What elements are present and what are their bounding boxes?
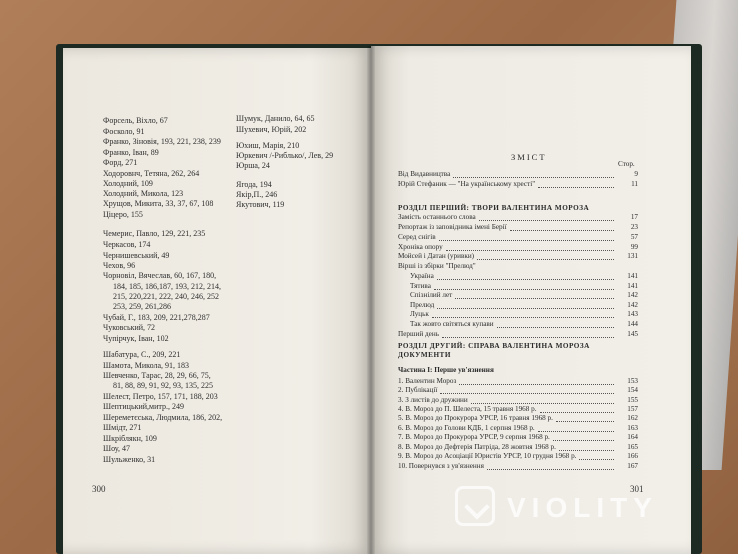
toc-leader bbox=[434, 289, 614, 290]
toc-entry-label: Хроніка опору bbox=[398, 243, 443, 251]
toc-entry bbox=[398, 262, 476, 270]
toc-entry bbox=[410, 272, 434, 280]
toc-entry bbox=[398, 204, 589, 212]
index-entry: Форсель, Віхло, 67 bbox=[103, 116, 168, 125]
index-entry: Черкасов, 174 bbox=[103, 240, 151, 249]
index-entry: Юркевич /-Риблько/, Лев, 29 bbox=[236, 151, 334, 160]
index-entry: Шелест, Петро, 157, 171, 188, 203 bbox=[103, 392, 218, 401]
toc-entry-label: РОЗДІЛ ДРУГИЙ: СПРАВА ВАЛЕНТИНА МОРОЗА bbox=[398, 342, 590, 350]
toc-leader bbox=[556, 421, 614, 422]
toc-leader bbox=[439, 240, 614, 241]
index-entry: 184, 185, 186,187, 193, 212, 214, bbox=[113, 282, 221, 291]
toc-entry-label: 8. В. Мороз до Дефтерія Патріда, 28 жовтня 1968 р. bbox=[398, 443, 556, 451]
toc-entry-label: Прелюд bbox=[410, 301, 435, 309]
violity-logo-icon bbox=[455, 486, 495, 526]
toc-entry-label: 1. Валентин Мороз bbox=[398, 377, 457, 385]
toc-entry bbox=[410, 301, 434, 309]
index-entry: Шабатура, С., 209, 221 bbox=[103, 350, 181, 359]
index-entry: Франко, Зіновія, 193, 221, 238, 239 bbox=[103, 137, 221, 146]
toc-entry bbox=[398, 213, 476, 221]
toc-page-number: 143 bbox=[627, 310, 638, 318]
toc-page-number: 162 bbox=[627, 414, 638, 422]
index-entry: Чорновіл, Вячеслав, 60, 167, 180, bbox=[103, 271, 217, 280]
toc-leader bbox=[437, 279, 614, 280]
index-entry: Ходоровнч, Тетяна, 262, 264 bbox=[103, 169, 200, 178]
toc-entry-label: Тятива bbox=[410, 282, 431, 290]
index-entry: Шульженко, 31 bbox=[103, 455, 156, 464]
index-entry: Шамота, Микола, 91, 183 bbox=[103, 361, 190, 370]
index-entry: Франко, Іван, 89 bbox=[103, 148, 159, 157]
toc-page-number: 17 bbox=[630, 213, 638, 221]
toc-entry-label: 9. В. Мороз до Асоціації Юристів УРСР, 10 грудня 1968 р. bbox=[398, 452, 577, 460]
toc-entry-label: РОЗДІЛ ПЕРШИЙ: ТВОРИ ВАЛЕНТИНА МОРОЗА bbox=[398, 204, 590, 212]
index-entry: Чехов, 96 bbox=[103, 261, 136, 270]
toc-leader bbox=[538, 187, 614, 188]
toc-page-number: 153 bbox=[627, 377, 638, 385]
toc-entry-label: Репортаж із заповідника імені Берії bbox=[398, 223, 507, 231]
watermark-text: VIOLITY bbox=[507, 492, 658, 523]
toc-entry bbox=[398, 396, 468, 404]
index-entry: Холодний, Микола, 123 bbox=[103, 189, 184, 198]
toc-entry bbox=[398, 170, 450, 178]
toc-entry bbox=[398, 252, 474, 260]
toc-leader bbox=[440, 393, 614, 394]
toc-entry-label: Луцьк bbox=[410, 310, 429, 318]
index-entry: Шмідт, 271 bbox=[103, 423, 142, 432]
toc-entry-label: 7. В. Мороз до Прокурора УРСР, 9 серпня 1968 р. bbox=[398, 433, 550, 441]
toc-page-number: 11 bbox=[631, 180, 638, 188]
toc-entry bbox=[398, 223, 507, 231]
index-entry: Якір,П., 246 bbox=[236, 190, 278, 199]
toc-entry bbox=[398, 180, 535, 188]
toc-entry-label: Мойсей і Датан (уривки) bbox=[398, 252, 475, 260]
toc-entry-label: Частина I: Перше ув'язнення bbox=[398, 366, 494, 374]
toc-leader bbox=[540, 412, 614, 413]
toc-page-number: 141 bbox=[627, 272, 638, 280]
toc-leader bbox=[446, 250, 614, 251]
index-entry: Хрущов, Микита, 33, 37, 67, 108 bbox=[103, 199, 214, 208]
index-entry: Юхиш, Марія, 210 bbox=[236, 141, 300, 150]
toc-page-number: 141 bbox=[627, 282, 638, 290]
toc-page-number: 9 bbox=[634, 170, 638, 178]
toc-leader bbox=[487, 469, 614, 470]
toc-page-number: 154 bbox=[627, 386, 638, 394]
toc-entry bbox=[410, 320, 494, 328]
toc-entry bbox=[398, 443, 556, 451]
toc-entry-label: Замість останнього слова bbox=[398, 213, 476, 221]
toc-leader bbox=[479, 220, 614, 221]
index-entry: Шумук, Данило, 64, 65 bbox=[236, 114, 315, 123]
toc-entry bbox=[398, 233, 436, 241]
toc-page-number: 144 bbox=[627, 320, 638, 328]
index-entry: Форд, 271 bbox=[103, 158, 138, 167]
toc-entry bbox=[398, 243, 443, 251]
toc-entry-label: Серед снігів bbox=[398, 233, 436, 241]
index-entry: Ціцеро, 155 bbox=[103, 210, 143, 219]
toc-leader bbox=[432, 317, 614, 318]
book-gutter bbox=[367, 46, 375, 554]
toc-leader bbox=[553, 440, 614, 441]
index-entry: Ягода, 194 bbox=[236, 180, 272, 189]
toc-leader bbox=[437, 308, 614, 309]
toc-page-number: 145 bbox=[627, 330, 638, 338]
toc-entry-label: 10. Повернувся з ув'язнення bbox=[398, 462, 484, 470]
toc-leader bbox=[497, 327, 614, 328]
toc-entry-label: Так жовто світяться купави bbox=[410, 320, 494, 328]
toc-leader bbox=[442, 337, 614, 338]
index-entry: Чупірчук, Іван, 102 bbox=[103, 334, 169, 343]
index-entry: Юрша, 24 bbox=[236, 161, 270, 170]
toc-entry bbox=[398, 330, 439, 338]
index-entry: Шоу, 47 bbox=[103, 444, 130, 453]
toc-entry-label: Спізнілий лет bbox=[410, 291, 453, 299]
index-entry: Шевченко, Тарас, 28, 29, 66, 75, bbox=[103, 371, 211, 380]
toc-entry bbox=[410, 282, 431, 290]
watermark bbox=[455, 484, 725, 532]
toc-page-number: 164 bbox=[627, 433, 638, 441]
toc-page-col-label: Стор. bbox=[618, 160, 635, 168]
toc-entry-label: 2. Публікації bbox=[398, 386, 438, 394]
toc-entry bbox=[398, 424, 535, 432]
toc-leader bbox=[453, 177, 614, 178]
index-entry: Якутович, 119 bbox=[236, 200, 285, 209]
toc-entry bbox=[410, 310, 429, 318]
toc-entry bbox=[398, 405, 537, 413]
index-entry: Фосколо, 91 bbox=[103, 127, 145, 136]
index-entry: 215, 220,221, 222, 240, 246, 252 bbox=[113, 292, 219, 301]
toc-leader bbox=[559, 450, 614, 451]
toc-entry-label: 4. В. Мороз до П. Шелеста, 15 травня 1968 р. bbox=[398, 405, 537, 413]
toc-leader bbox=[510, 230, 614, 231]
toc-page-number: 165 bbox=[627, 443, 638, 451]
toc-leader bbox=[459, 384, 614, 385]
toc-entry bbox=[398, 366, 494, 374]
index-entry: Шкріблякн, 109 bbox=[103, 434, 157, 443]
index-entry: Чернишевський, 49 bbox=[103, 251, 170, 260]
toc-entry bbox=[410, 291, 452, 299]
right-page-number: 301 bbox=[630, 484, 644, 494]
toc-entry-label: Від Видавництва bbox=[398, 170, 451, 178]
index-entry: 253, 259, 261,286 bbox=[113, 302, 171, 311]
toc-leader bbox=[538, 431, 614, 432]
toc-leader bbox=[579, 459, 614, 460]
toc-entry bbox=[398, 414, 553, 422]
toc-leader bbox=[477, 259, 614, 260]
toc-entry bbox=[398, 377, 456, 385]
toc-entry bbox=[398, 462, 484, 470]
toc-page-number: 167 bbox=[627, 462, 638, 470]
index-entry: Чубай, Г., 183, 209, 221,278,287 bbox=[103, 313, 210, 322]
toc-entry-label: Юрій Стефаник — "На українському хресті" bbox=[398, 180, 536, 188]
toc-page-number: 163 bbox=[627, 424, 638, 432]
toc-page-number: 142 bbox=[627, 301, 638, 309]
toc-entry bbox=[398, 452, 576, 460]
toc-entry bbox=[398, 433, 550, 441]
index-entry: Чемерис, Павло, 129, 221, 235 bbox=[103, 229, 206, 238]
toc-leader bbox=[455, 298, 614, 299]
toc-entry-label: ДОКУМЕНТИ bbox=[398, 351, 451, 359]
toc-entry-label: 5. В. Мороз до Прокурора УРСР, 16 травня 1968 р. bbox=[398, 414, 553, 422]
toc-entry bbox=[398, 351, 451, 359]
index-entry: Холодний, 109 bbox=[103, 179, 153, 188]
toc-entry-label: 3. З листів до дружини bbox=[398, 396, 468, 404]
toc-leader bbox=[471, 403, 614, 404]
toc-entry-label: Україна bbox=[410, 272, 434, 280]
toc-page-number: 99 bbox=[630, 243, 638, 251]
toc-entry-label: Вірші із збірки "Прелюд" bbox=[398, 262, 476, 270]
index-entry: Чуковський, 72 bbox=[103, 323, 156, 332]
toc-page-number: 23 bbox=[630, 223, 638, 231]
toc-page-number: 131 bbox=[627, 252, 638, 260]
toc-page-number: 142 bbox=[627, 291, 638, 299]
index-entry: Шереметєська, Людмила, 186, 202, bbox=[103, 413, 223, 422]
index-entry: Шухевич, Юрій, 202 bbox=[236, 125, 307, 134]
toc-entry-label: 6. В. Мороз до Голови КДБ, 1 серпня 1968 р. bbox=[398, 424, 535, 432]
toc-entry bbox=[398, 386, 437, 394]
right-page bbox=[371, 46, 691, 554]
toc-page-number: 57 bbox=[630, 233, 638, 241]
toc-page-number: 166 bbox=[627, 452, 638, 460]
toc-entry-label: Перший день bbox=[398, 330, 439, 338]
toc-page-number: 155 bbox=[627, 396, 638, 404]
index-entry: Шептицький,митр., 249 bbox=[103, 402, 184, 411]
toc-entry bbox=[398, 342, 590, 350]
toc-title: ЗМІСТ bbox=[511, 152, 547, 162]
toc-page-number: 157 bbox=[627, 405, 638, 413]
left-page-number: 300 bbox=[92, 484, 106, 494]
index-entry: 81, 88, 89, 91, 92, 93, 135, 225 bbox=[113, 381, 213, 390]
